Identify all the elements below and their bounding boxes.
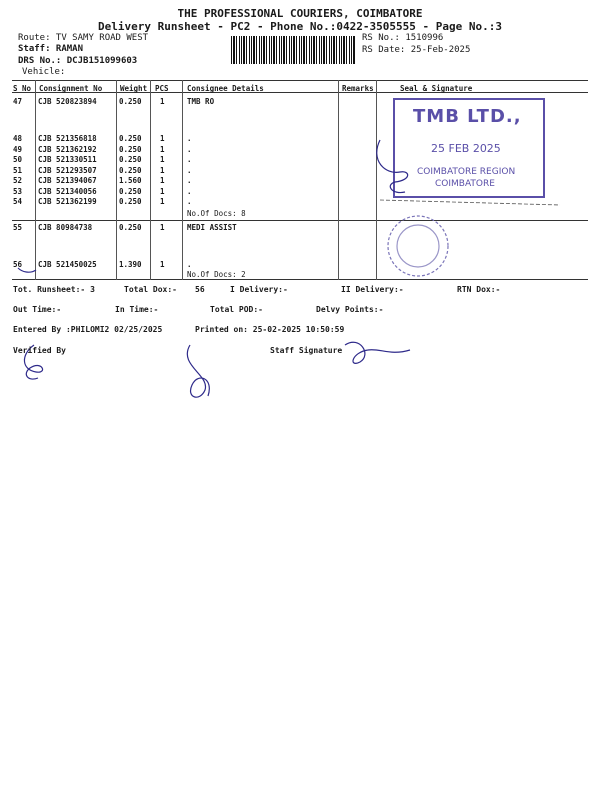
stamp-city: COIMBATORE bbox=[435, 179, 495, 189]
in-time: In Time:- bbox=[115, 305, 159, 314]
row-consignment: CJB 521362192 bbox=[38, 144, 97, 154]
rs-number: RS No.: 1510996 bbox=[362, 33, 444, 43]
rs-date: RS Date: 25-Feb-2025 bbox=[362, 45, 471, 55]
row-weight: 0.250 bbox=[119, 144, 142, 154]
stamp-date: 25 FEB 2025 bbox=[431, 142, 501, 155]
row-weight: 0.250 bbox=[119, 165, 142, 175]
seal-signature-stroke bbox=[377, 140, 408, 193]
row-sno: 55 bbox=[13, 223, 23, 232]
row-consignee: . bbox=[187, 186, 192, 196]
stamp-name: TMB LTD., bbox=[413, 106, 522, 127]
row-sno: 47 bbox=[13, 97, 23, 106]
group2-doc-count: No.Of Docs: 2 bbox=[187, 270, 246, 279]
row-consignee: . bbox=[187, 165, 192, 175]
col-header-weight: Weight bbox=[120, 84, 148, 93]
row-consignee: . bbox=[187, 155, 192, 164]
total-dox-label: Total Dox:- bbox=[124, 285, 177, 294]
row-consignment: CJB 521340056 bbox=[38, 186, 97, 196]
row-weight: 0.250 bbox=[119, 155, 142, 164]
row-consignee: . bbox=[187, 260, 192, 269]
row-sno: 56 bbox=[13, 260, 23, 269]
row-weight: 0.250 bbox=[119, 186, 142, 196]
row-consignment: CJB 521293507 bbox=[38, 165, 97, 175]
row-sno: 50 bbox=[13, 155, 23, 164]
row-consignment: CJB 521362199 bbox=[38, 197, 97, 206]
total-runsheet: Tot. Runsheet:- 3 bbox=[13, 285, 95, 294]
total-dox-count: 56 bbox=[195, 285, 205, 294]
row-sno: 54 bbox=[13, 197, 23, 206]
row-consignment: CJB 520823894 bbox=[38, 97, 97, 106]
row-consignee: . bbox=[187, 144, 192, 154]
row-pcs: 1 bbox=[160, 134, 165, 143]
row-consignment: CJB 521356818 bbox=[38, 134, 97, 143]
drs-number: DRS No.: DCJB151099603 bbox=[18, 56, 138, 66]
delvy-points: Delvy Points:- bbox=[316, 305, 384, 314]
printed-on: Printed on: 25-02-2025 10:50:59 bbox=[195, 325, 345, 334]
entered-by: Entered By :PHILOMI2 02/25/2025 bbox=[13, 325, 163, 334]
col-header-pcs: PCS bbox=[155, 84, 169, 93]
vehicle-text: Vehicle: bbox=[22, 67, 66, 77]
rtn-dox: RTN Dox:- bbox=[457, 285, 501, 294]
scribble-signature bbox=[187, 345, 209, 397]
row-consignee: TMB RO bbox=[187, 97, 215, 106]
row-weight: 0.250 bbox=[119, 97, 142, 106]
i-delivery: I Delivery:- bbox=[230, 285, 288, 294]
ii-delivery: II Delivery:- bbox=[341, 285, 404, 294]
row-consignment: CJB 80984738 bbox=[38, 223, 93, 232]
col-header-consignment: Consignment No bbox=[39, 84, 103, 93]
row-pcs: 1 bbox=[160, 155, 165, 164]
row-sno: 52 bbox=[13, 176, 23, 185]
stamp-region: COIMBATORE REGION bbox=[417, 167, 516, 177]
verified-by: Verified By bbox=[13, 346, 66, 355]
row-pcs: 1 bbox=[160, 186, 165, 196]
row-weight: 1.390 bbox=[119, 260, 142, 269]
route-text: Route: TV SAMY ROAD WEST bbox=[18, 33, 149, 43]
row-pcs: 1 bbox=[160, 144, 165, 154]
row-pcs: 1 bbox=[160, 97, 165, 106]
out-time: Out Time:- bbox=[13, 305, 62, 314]
staff-signature-stroke bbox=[345, 342, 410, 363]
row-sno: 51 bbox=[13, 165, 23, 175]
row-pcs: 1 bbox=[160, 176, 165, 185]
row-consignment: CJB 521450025 bbox=[38, 260, 97, 269]
row-consignment: CJB 521394067 bbox=[38, 176, 97, 185]
staff-text: Staff: RAMAN bbox=[18, 44, 84, 54]
col-header-seal: Seal & Signature bbox=[400, 84, 473, 93]
row-weight: 0.250 bbox=[119, 134, 142, 143]
row-consignment: CJB 521330511 bbox=[38, 155, 97, 164]
row-consignee: . bbox=[187, 176, 192, 185]
row-sno: 53 bbox=[13, 186, 23, 196]
row-sno: 48 bbox=[13, 134, 23, 143]
total-pod: Total POD:- bbox=[210, 305, 263, 314]
row-weight: 0.250 bbox=[119, 197, 142, 206]
group1-doc-count: No.Of Docs: 8 bbox=[187, 209, 246, 218]
col-header-sno: S No bbox=[13, 84, 32, 93]
company-title: THE PROFESSIONAL COURIERS, COIMBATORE bbox=[177, 7, 423, 20]
row-consignee: . bbox=[187, 197, 192, 206]
row-consignee: . bbox=[187, 134, 192, 143]
row-pcs: 1 bbox=[160, 197, 165, 206]
col-header-consignee: Consignee Details bbox=[187, 84, 264, 93]
row-consignee: MEDI ASSIST bbox=[187, 223, 237, 232]
row-weight: 1.560 bbox=[119, 176, 142, 185]
row-pcs: 1 bbox=[160, 260, 165, 269]
runsheet-subtitle: Delivery Runsheet - PC2 - Phone No.:0422-3505555 - Page No.:3 bbox=[98, 20, 502, 33]
row-pcs: 1 bbox=[160, 223, 165, 232]
row-pcs: 1 bbox=[160, 165, 165, 175]
row-sno: 49 bbox=[13, 144, 23, 154]
col-header-remarks: Remarks bbox=[342, 84, 374, 93]
row-weight: 0.250 bbox=[119, 223, 142, 232]
staff-signature-label: Staff Signature bbox=[270, 346, 343, 355]
